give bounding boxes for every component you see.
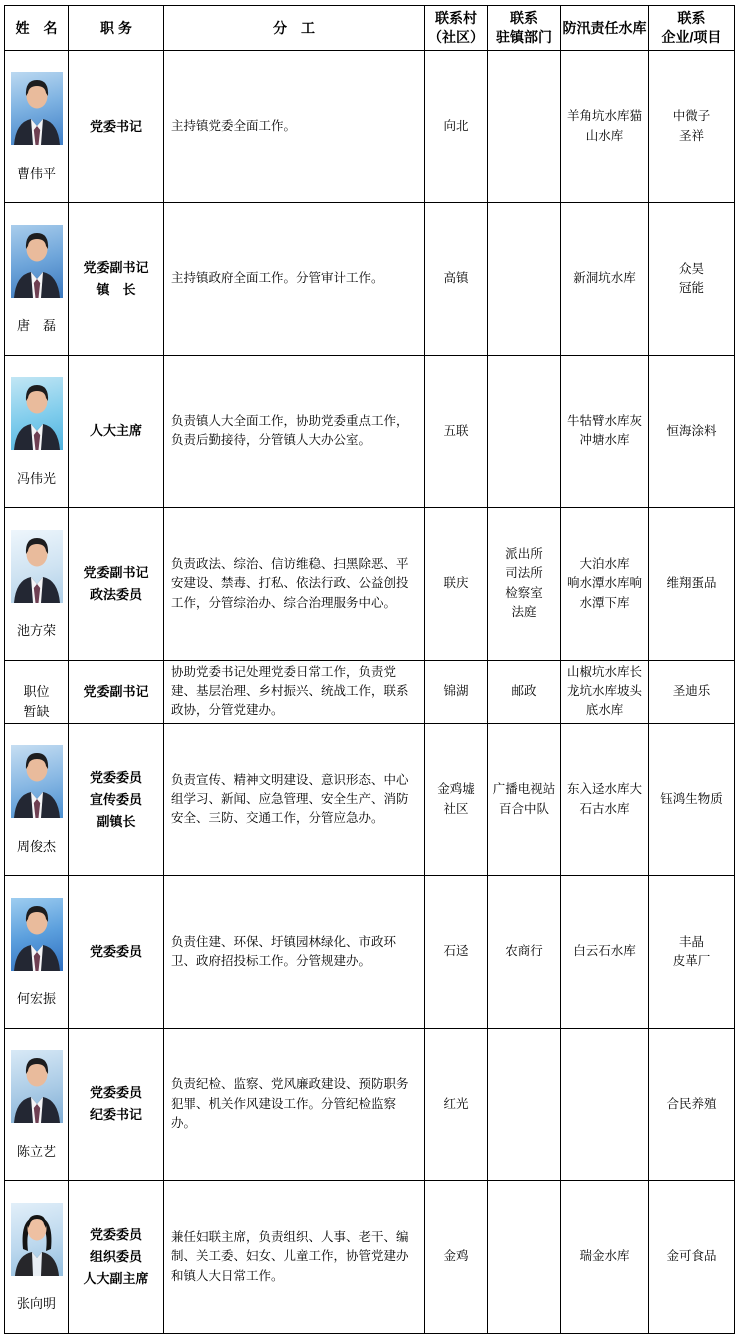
col-header-village: 联系村 （社区）	[425, 6, 488, 51]
department-cell: 派出所 司法所 检察室 法庭	[488, 508, 561, 660]
officer-name: 冯伟光	[16, 470, 56, 486]
position-cell: 党委副书记	[69, 660, 164, 724]
officer-name: 张向明	[16, 1295, 56, 1311]
position-cell: 党委书记	[69, 51, 164, 203]
duties-cell: 协助党委书记处理党委日常工作，负责党建、基层治理、乡村振兴、统战工作，联系政协，分管党建办。	[164, 660, 425, 724]
department-cell	[488, 1028, 561, 1180]
village-cell: 锦湖	[425, 660, 488, 724]
officer-name-cell	[5, 508, 69, 660]
department-cell: 广播电视站 百合中队	[488, 724, 561, 876]
village-cell: 向北	[425, 51, 488, 203]
department-cell	[488, 355, 561, 507]
duties-cell: 负责政法、综治、信访维稳、扫黑除恶、平安建设、禁毒、打私、依法行政、公益创投工作，分管综治办、综合治理服务中心。	[164, 508, 425, 660]
duties-cell: 负责镇人大全面工作，协助党委重点工作，负责后勤接待，分管镇人大办公室。	[164, 355, 425, 507]
village-cell: 石迳	[425, 876, 488, 1028]
col-header-name: 姓 名	[5, 6, 69, 51]
vacant-position-label: 职位 暂缺	[23, 684, 50, 719]
department-cell	[488, 203, 561, 355]
officer-name: 周俊杰	[16, 838, 56, 854]
position-cell: 党委副书记 镇 长	[69, 203, 164, 355]
reservoir-cell: 瑞金水库	[561, 1181, 649, 1333]
village-cell: 红光	[425, 1028, 488, 1180]
officer-name-cell	[5, 355, 69, 507]
department-cell: 农商行	[488, 876, 561, 1028]
village-cell: 高镇	[425, 203, 488, 355]
officer-name-cell	[5, 51, 69, 203]
col-header-enterprise: 联系 企业/项目	[649, 6, 735, 51]
col-header-duties: 分 工	[164, 6, 425, 51]
enterprise-cell: 众昊 冠能	[649, 203, 735, 355]
header-row	[5, 6, 735, 51]
staff-duty-table	[4, 5, 735, 1334]
col-header-position: 职 务	[69, 6, 164, 51]
position-cell: 党委委员 宣传委员 副镇长	[69, 724, 164, 876]
reservoir-cell: 羊角坑水库猫山水库	[561, 51, 649, 203]
table-row	[5, 1028, 735, 1180]
officer-name: 池方荣	[16, 622, 56, 638]
officer-name-cell	[5, 1028, 69, 1180]
officer-photo	[11, 377, 63, 450]
duties-cell: 主持镇政府全面工作。分管审计工作。	[164, 203, 425, 355]
enterprise-cell: 合民养殖	[649, 1028, 735, 1180]
enterprise-cell: 恒海涂料	[649, 355, 735, 507]
reservoir-cell: 牛牯臂水库灰冲塘水库	[561, 355, 649, 507]
table-row	[5, 724, 735, 876]
table-row	[5, 51, 735, 203]
officer-name: 唐 磊	[16, 318, 56, 334]
duties-cell: 负责宣传、精神文明建设、意识形态、中心组学习、新闻、应急管理、安全生产、消防安全、三防、交通工作，分管应急办。	[164, 724, 425, 876]
officer-name-cell	[5, 660, 69, 724]
duties-cell: 负责纪检、监察、党风廉政建设、预防职务犯罪、机关作风建设工作。分管纪检监察办。	[164, 1028, 425, 1180]
duties-cell: 兼任妇联主席，负责组织、人事、老干、编制、关工委、妇女、儿童工作，协管党建办和镇人大日常工作。	[164, 1181, 425, 1333]
officer-photo	[11, 72, 63, 145]
village-cell: 五联	[425, 355, 488, 507]
position-cell: 人大主席	[69, 355, 164, 507]
enterprise-cell: 丰晶 皮革厂	[649, 876, 735, 1028]
officer-photo	[11, 745, 63, 818]
table-row	[5, 1181, 735, 1333]
officer-name-cell	[5, 1181, 69, 1333]
officer-photo	[11, 530, 63, 603]
reservoir-cell: 大泊水库 响水潭水库响水潭下库	[561, 508, 649, 660]
col-header-department: 联系 驻镇部门	[488, 6, 561, 51]
table-row	[5, 355, 735, 507]
enterprise-cell: 金可食品	[649, 1181, 735, 1333]
officer-photo	[11, 225, 63, 298]
reservoir-cell: 白云石水库	[561, 876, 649, 1028]
position-cell: 党委副书记 政法委员	[69, 508, 164, 660]
reservoir-cell	[561, 1028, 649, 1180]
village-cell: 金鸡墟 社区	[425, 724, 488, 876]
village-cell: 金鸡	[425, 1181, 488, 1333]
position-cell: 党委委员 组织委员 人大副主席	[69, 1181, 164, 1333]
enterprise-cell: 钰鸿生物质	[649, 724, 735, 876]
table-row	[5, 876, 735, 1028]
officer-name-cell	[5, 203, 69, 355]
officer-name: 曹伟平	[16, 165, 56, 181]
table-row	[5, 203, 735, 355]
officer-photo	[11, 1050, 63, 1123]
duties-cell: 负责住建、环保、圩镇园林绿化、市政环卫、政府招投标工作。分管规建办。	[164, 876, 425, 1028]
position-cell: 党委委员	[69, 876, 164, 1028]
enterprise-cell: 中微子 圣祥	[649, 51, 735, 203]
position-cell: 党委委员 纪委书记	[69, 1028, 164, 1180]
officer-name-cell	[5, 876, 69, 1028]
duties-cell: 主持镇党委全面工作。	[164, 51, 425, 203]
reservoir-cell: 东入迳水库大石古水库	[561, 724, 649, 876]
reservoir-cell: 新洞坑水库	[561, 203, 649, 355]
table-row	[5, 660, 735, 724]
table-row	[5, 508, 735, 660]
department-cell	[488, 1181, 561, 1333]
officer-name-cell	[5, 724, 69, 876]
village-cell: 联庆	[425, 508, 488, 660]
col-header-reservoir: 防汛责任水库	[561, 6, 649, 51]
department-cell: 邮政	[488, 660, 561, 724]
officer-photo	[11, 1203, 63, 1276]
enterprise-cell: 维翔蛋品	[649, 508, 735, 660]
officer-name: 陈立艺	[16, 1143, 56, 1159]
enterprise-cell: 圣迪乐	[649, 660, 735, 724]
reservoir-cell: 山椒坑水库长龙坑水库坡头底水库	[561, 660, 649, 724]
officer-name: 何宏振	[16, 991, 56, 1007]
officer-photo	[11, 898, 63, 971]
department-cell	[488, 51, 561, 203]
